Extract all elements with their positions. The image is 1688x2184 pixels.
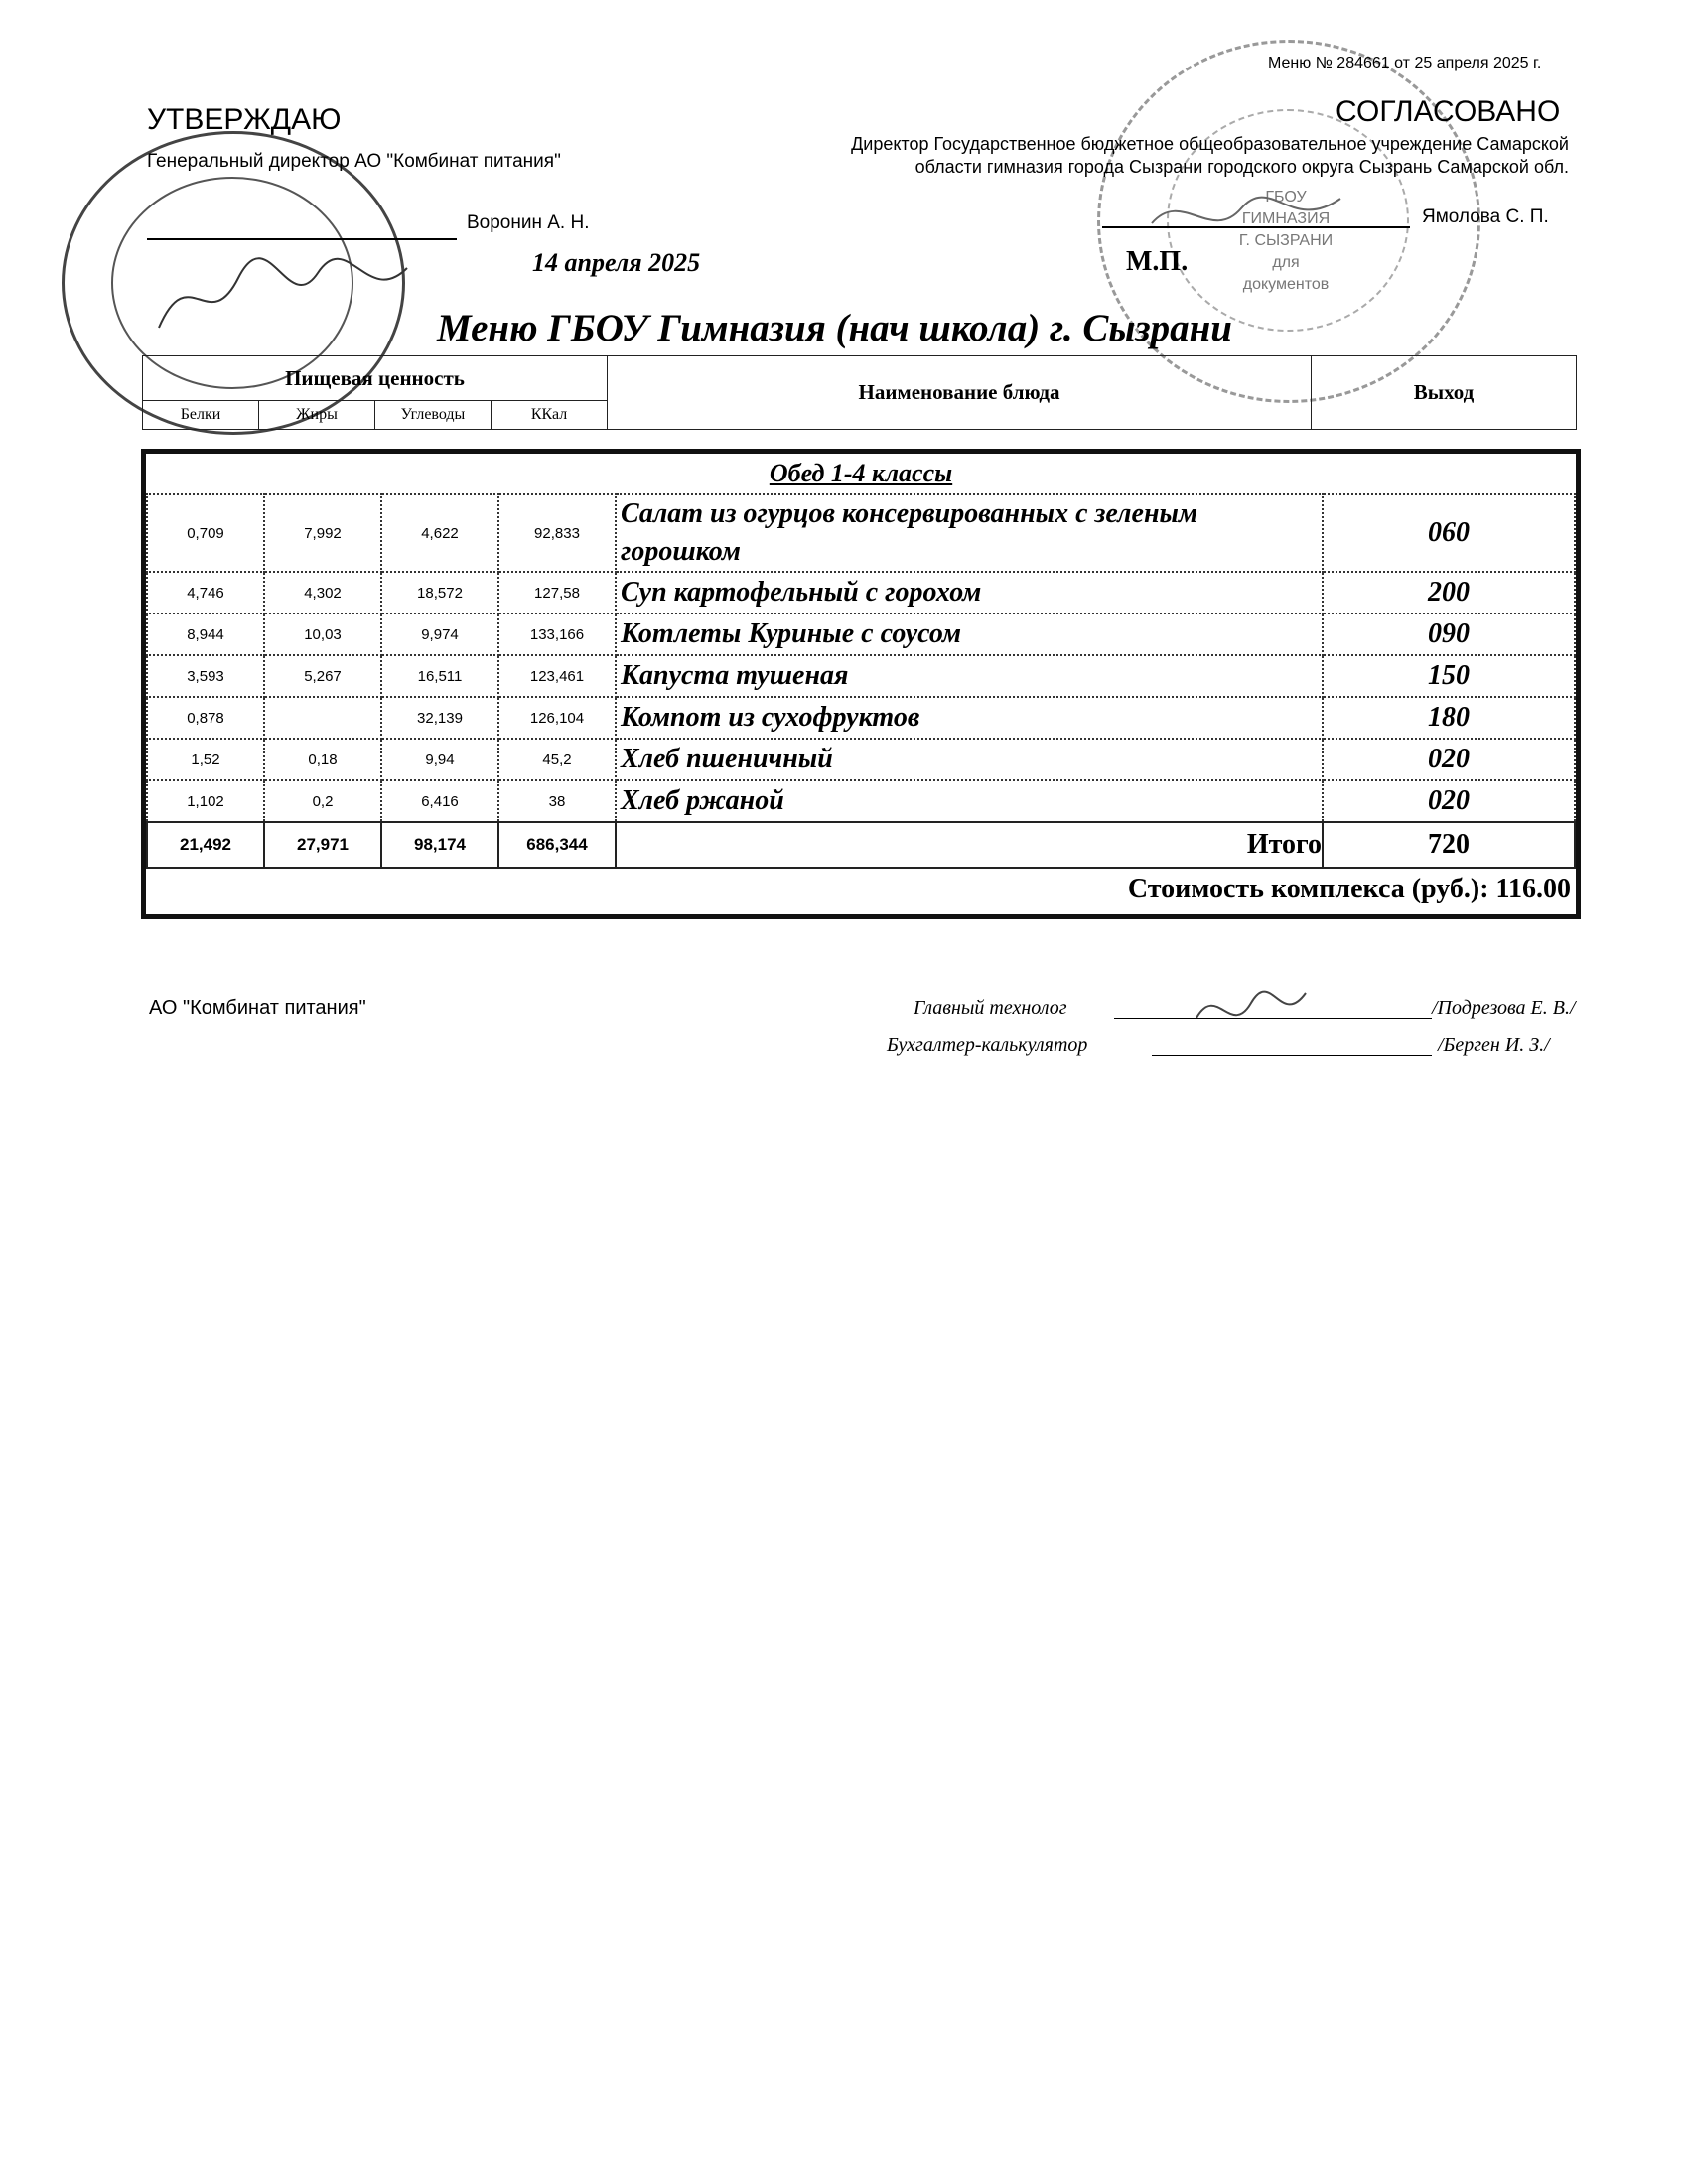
kcal-header: ККал [492,401,608,430]
fat-cell: 0,2 [264,780,381,822]
table-row [147,739,1575,780]
carbs-cell: 32,139 [381,697,498,739]
protein-cell: 1,102 [147,780,264,822]
fat-cell: 10,03 [264,614,381,655]
kcal-cell: 38 [498,780,616,822]
total-protein: 21,492 [147,822,264,868]
dish-cell: Хлеб пшеничный [616,739,1323,780]
protein-cell: 4,746 [147,572,264,614]
menu-table [141,449,1581,919]
protein-cell: 8,944 [147,614,264,655]
menu-title: Меню ГБОУ Гимназия (нач школа) г. Сызрани [437,307,1232,349]
total-kcal: 686,344 [498,822,616,868]
agreed-signature-line [1102,226,1410,228]
carbs-header: Углеводы [375,401,492,430]
principal-signature-icon [1142,184,1360,253]
table-row [147,655,1575,697]
carbs-cell: 9,94 [381,739,498,780]
carbs-cell: 4,622 [381,494,498,572]
accountant-role: Бухгалтер-калькулятор [887,1034,1088,1056]
dish-cell: Салат из огурцов консервированных с зеленым горошком [616,494,1323,572]
table-row [147,614,1575,655]
agreed-name: Ямолова С. П. [1422,206,1549,227]
yield-cell: 090 [1323,614,1575,655]
dish-cell: Хлеб ржаной [616,780,1323,822]
section-title: Обед 1-4 классы [769,459,953,487]
yield-cell: 060 [1323,494,1575,572]
dish-cell: Компот из сухофруктов [616,697,1323,739]
fat-cell: 0,18 [264,739,381,780]
dish-cell: Суп картофельный с горохом [616,572,1323,614]
protein-cell: 0,878 [147,697,264,739]
fat-header: Жиры [259,401,375,430]
agreed-position [695,133,1569,179]
table-header [142,355,1577,429]
approve-date: 14 апреля 2025 [532,248,701,277]
stamp-text-line: Г. СЫЗРАНИ [1238,232,1334,249]
kcal-cell: 92,833 [498,494,616,572]
protein-cell: 1,52 [147,739,264,780]
protein-cell: 3,593 [147,655,264,697]
kcal-cell: 45,2 [498,739,616,780]
technologist-name: /Подрезова Е. В./ [1432,997,1576,1019]
yield-cell: 200 [1323,572,1575,614]
fat-cell: 4,302 [264,572,381,614]
carbs-cell: 6,416 [381,780,498,822]
nutrition-group-header: Пищевая ценность [143,356,608,401]
yield-cell: 180 [1323,697,1575,739]
protein-cell: 0,709 [147,494,264,572]
accountant-signature-line [1152,1055,1432,1056]
table-row [147,780,1575,822]
yield-cell: 020 [1323,780,1575,822]
stamp-text-line: документов [1242,276,1330,293]
stamp-text-line: ГБОУ ГИМНАЗИЯ [1241,189,1331,227]
approver-position: Генеральный директор АО "Комбинат питания" [147,151,561,172]
footer-organization: АО "Комбинат питания" [149,997,366,1019]
carbs-cell: 16,511 [381,655,498,697]
agreed-title: СОГЛАСОВАНО [1336,95,1561,128]
total-carbs: 98,174 [381,822,498,868]
table-row [147,697,1575,739]
carbs-cell: 18,572 [381,572,498,614]
protein-header: Белки [143,401,259,430]
approver-name: Воронин А. Н. [467,212,590,233]
carbs-cell: 9,974 [381,614,498,655]
accountant-name: /Берген И. З./ [1438,1034,1550,1056]
total-row [147,822,1575,868]
yield-cell: 020 [1323,739,1575,780]
table-row [147,494,1575,572]
total-yield: 720 [1323,822,1575,868]
stamp-text-line: для [1272,254,1300,271]
dish-cell: Котлеты Куриные с соусом [616,614,1323,655]
kcal-cell: 123,461 [498,655,616,697]
kcal-cell: 133,166 [498,614,616,655]
fat-cell [264,697,381,739]
complex-cost: Стоимость комплекса (руб.): 116.00 [1127,874,1571,904]
menu-number: Меню № 284661 от 25 апреля 2025 г. [1268,55,1542,71]
total-fat: 27,971 [264,822,381,868]
director-signature-icon [149,248,417,347]
dish-cell: Капуста тушеная [616,655,1323,697]
kcal-cell: 127,58 [498,572,616,614]
fat-cell: 7,992 [264,494,381,572]
technologist-role: Главный технолог [914,997,1067,1019]
approver-signature-line [147,238,457,240]
technologist-signature-line [1114,1018,1432,1019]
kcal-cell: 126,104 [498,697,616,739]
yield-cell: 150 [1323,655,1575,697]
fat-cell: 5,267 [264,655,381,697]
agreed-position-line: Директор Государственное бюджетное общеобразовательное учреждение Самарской [851,134,1569,154]
agreed-position-line: области гимназия города Сызрани городского округа Сызрань Самарской обл. [914,157,1569,177]
approve-title: УТВЕРЖДАЮ [147,103,342,136]
table-row [147,572,1575,614]
total-label: Итого [616,822,1323,868]
stamp-place-label: М.П. [1126,246,1189,277]
yield-header: Выход [1312,356,1577,430]
dish-name-header: Наименование блюда [608,356,1312,430]
